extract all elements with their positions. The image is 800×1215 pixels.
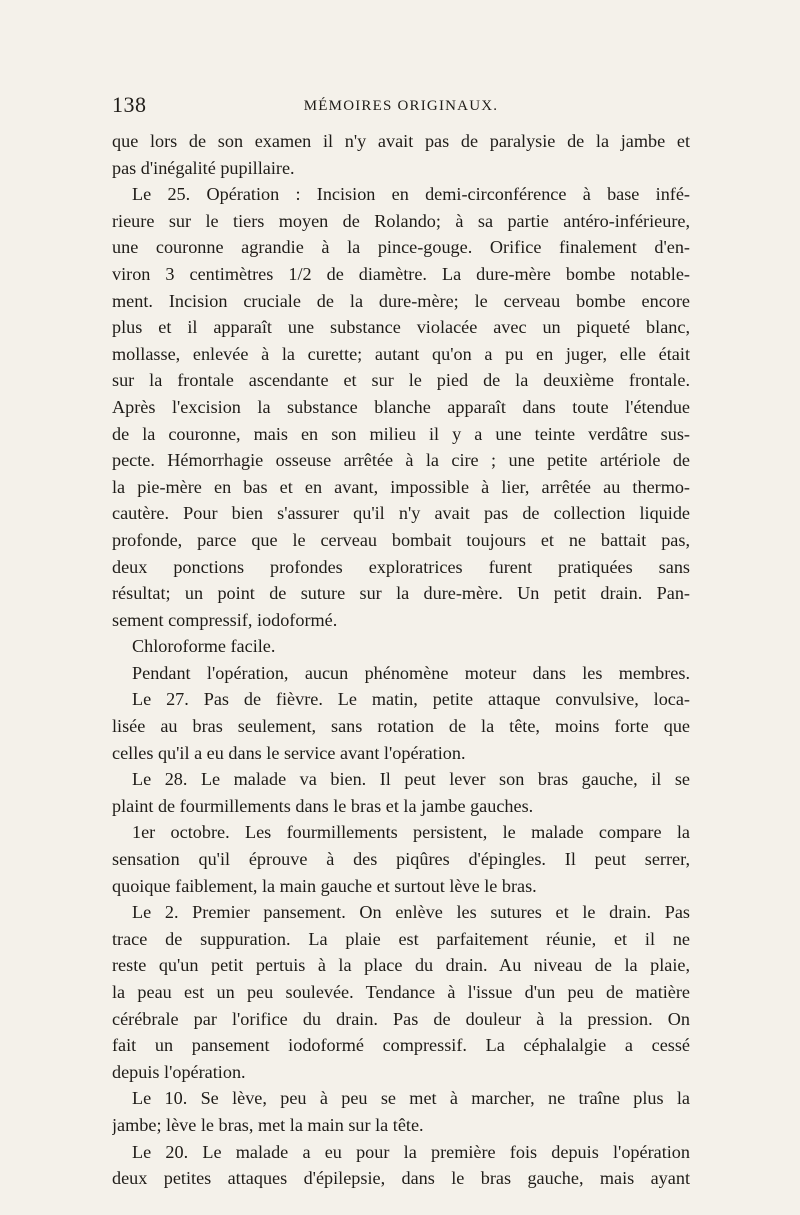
text-line: la pie-mère en bas et en avant, impossible à lier, arrêtée au thermo- — [112, 476, 690, 497]
text-line: rieure sur le tiers moyen de Rolando; à sa partie antéro-inférieure, — [112, 210, 690, 231]
text-line: cérébrale par l'orifice du drain. Pas de douleur à la pression. On — [112, 1008, 690, 1029]
text-line: sement compressif, iodoformé. — [112, 609, 338, 630]
text-line: cautère. Pour bien s'assurer qu'il n'y avait pas de collection liquide — [112, 503, 690, 524]
text-line: une couronne agrandie à la pince-gouge. Orifice finalement d'en- — [112, 237, 690, 258]
text-line: viron 3 centimètres 1/2 de diamètre. La dure-mère bombe notable- — [112, 263, 690, 284]
text-line: Le 10. Se lève, peu à peu se met à marcher, ne traîne plus la — [132, 1088, 690, 1109]
text-line: profonde, parce que le cerveau bombait toujours et ne battait pas, — [112, 529, 690, 550]
text-line: celles qu'il a eu dans le service avant l'opération. — [112, 742, 466, 763]
text-line: sur la frontale ascendante et sur le pied de la deuxième frontale. — [112, 370, 690, 391]
text-line: de la couronne, mais en son milieu il y a une teinte verdâtre sus- — [112, 423, 690, 444]
text-line: Le 25. Opération : Incision en demi-circonférence à base infé- — [132, 184, 690, 205]
text-line: ment. Incision cruciale de la dure-mère; le cerveau bombe encore — [112, 290, 690, 311]
text-line: trace de suppuration. La plaie est parfaitement réunie, et il ne — [112, 928, 690, 949]
running-head: MÉMOIRES ORIGINAUX. — [303, 98, 499, 114]
text-line: deux petites attaques d'épilepsie, dans le bras gauche, mais ayant — [112, 1168, 690, 1189]
text-line: que lors de son examen il n'y avait pas de paralysie de la jambe et — [112, 131, 690, 151]
text-line: pecte. Hémorrhagie osseuse arrêtée à la cire ; une petite artériole de — [112, 450, 690, 471]
text-line: pas d'inégalité pupillaire. — [112, 157, 295, 178]
page-header — [112, 92, 690, 122]
text-line: reste qu'un petit pertuis à la place du drain. Au niveau de la plaie, — [112, 955, 690, 976]
text-line: plaint de fourmillements dans le bras et la jambe gauches. — [112, 795, 534, 816]
text-line: fait un pansement iodoformé compressif. La céphalalgie a cessé — [112, 1035, 690, 1056]
page-number: 138 — [112, 92, 147, 117]
text-line: 1er octobre. Les fourmillements persistent, le malade compare la — [132, 822, 690, 843]
text-line: Le 28. Le malade va bien. Il peut lever son bras gauche, il se — [132, 769, 690, 790]
text-line: Après l'excision la substance blanche apparaît dans toute l'étendue — [112, 396, 690, 417]
text-line: plus et il apparaît une substance violacée avec un piqueté blanc, — [112, 317, 690, 338]
text-line: Le 27. Pas de fièvre. Le matin, petite attaque convulsive, loca- — [132, 689, 690, 710]
body-text — [112, 128, 690, 1192]
text-line: mollasse, enlevée à la curette; autant qu'on a pu en juger, elle était — [112, 343, 690, 364]
text-line: la peau est un peu soulevée. Tendance à l'issue d'un peu de matière — [112, 982, 690, 1002]
text-line: depuis l'opération. — [112, 1061, 246, 1082]
text-line: quoique faiblement, la main gauche et surtout lève le bras. — [112, 875, 537, 896]
text-line: Le 2. Premier pansement. On enlève les sutures et le drain. Pas — [132, 902, 690, 923]
text-line: lisée au bras seulement, sans rotation de la tête, moins forte que — [112, 716, 690, 737]
text-line: résultat; un point de suture sur la dure-mère. Un petit drain. Pan- — [112, 583, 690, 604]
text-line: sensation qu'il éprouve à des piqûres d'épingles. Il peut serrer, — [112, 849, 690, 870]
text-line: Le 20. Le malade a eu pour la première fois depuis l'opération — [132, 1141, 690, 1162]
text-line: Chloroforme facile. — [132, 636, 276, 657]
text-line: Pendant l'opération, aucun phénomène moteur dans les membres. — [132, 662, 690, 683]
text-line: deux ponctions profondes exploratrices furent pratiquées sans — [112, 556, 690, 577]
text-line: jambe; lève le bras, met la main sur la tête. — [112, 1114, 424, 1135]
